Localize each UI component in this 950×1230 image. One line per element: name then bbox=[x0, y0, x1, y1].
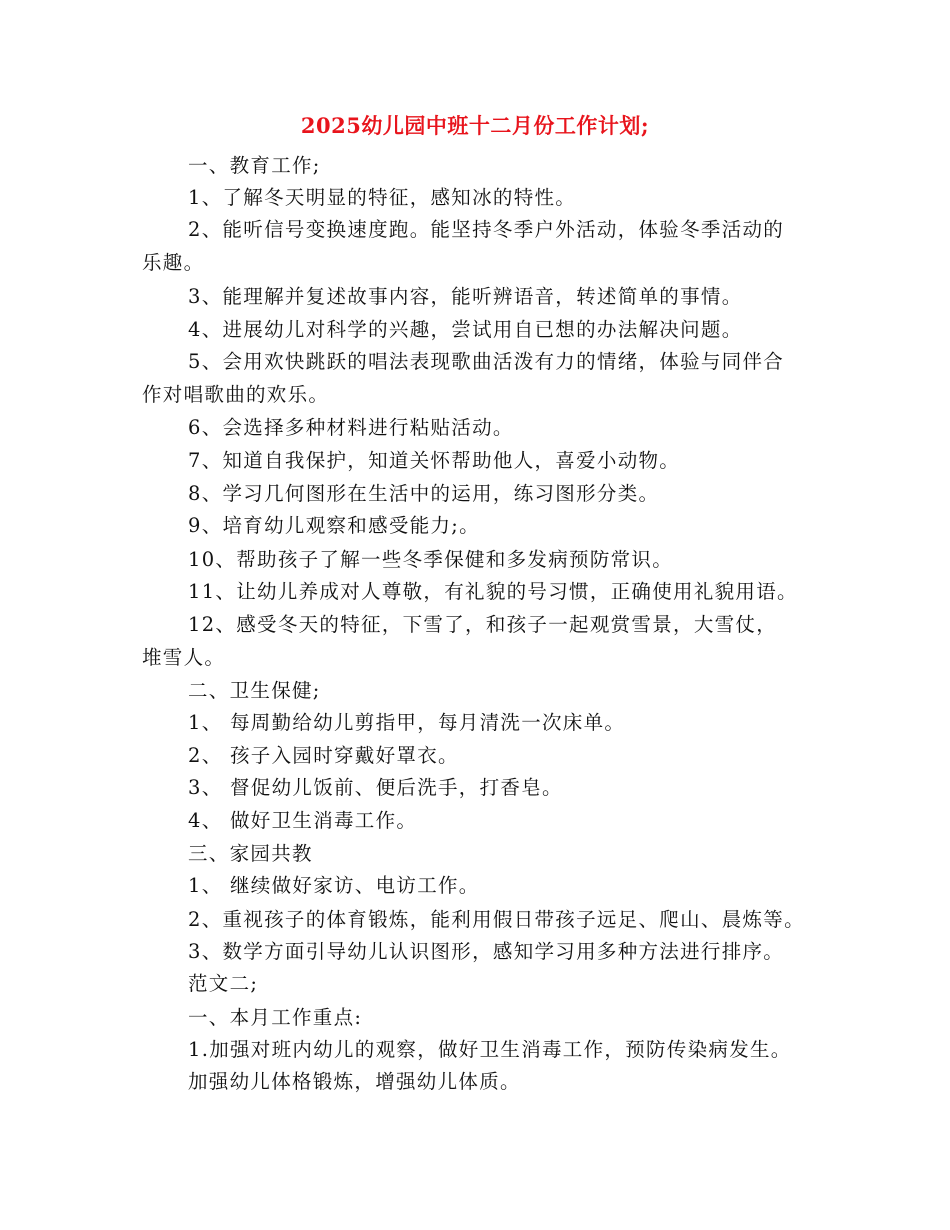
paragraph-line: 堆雪人。 bbox=[142, 646, 226, 669]
paragraph-line: 12、感受冬天的特征，下雪了，和孩子一起观赏雪景，大雪仗， bbox=[188, 613, 778, 636]
paragraph-line: 5、会用欢快跳跃的唱法表现歌曲活泼有力的情绪，体验与同伴合 bbox=[188, 350, 785, 373]
paragraph-line: 2、 孩子入园时穿戴好罩衣。 bbox=[188, 744, 459, 767]
paragraph-line: 11、让幼儿养成对人尊敬，有礼貌的号习惯，正确使用礼貌用语。 bbox=[188, 580, 798, 603]
paragraph-line: 1、了解冬天明显的特征，感知冰的特性。 bbox=[188, 186, 577, 209]
paragraph-line: 1、 每周勤给幼儿剪指甲，每月清洗一次床单。 bbox=[188, 711, 626, 734]
paragraph-line: 3、 督促幼儿饭前、便后洗手，打香皂。 bbox=[188, 776, 563, 799]
paragraph-line: 1、 继续做好家访、电访工作。 bbox=[188, 874, 480, 897]
paragraph-line: 作对唱歌曲的欢乐。 bbox=[142, 383, 330, 406]
paragraph-line: 加强幼儿体格锻炼，增强幼儿体质。 bbox=[188, 1070, 521, 1093]
paragraph-line: 8、学习几何图形在生活中的运用，练习图形分类。 bbox=[188, 482, 660, 505]
paragraph-line: 10、帮助孩子了解一些冬季保健和多发病预防常识。 bbox=[188, 548, 674, 571]
section-heading-focus: 一、本月工作重点: bbox=[188, 1006, 363, 1029]
paragraph-line: 4、 做好卫生消毒工作。 bbox=[188, 809, 418, 832]
paragraph-line: 3、能理解并复述故事内容，能听辨语音，转述简单的事情。 bbox=[188, 285, 743, 308]
paragraph-line: 7、知道自我保护，知道关怀帮助他人，喜爱小动物。 bbox=[188, 449, 681, 472]
paragraph-line: 乐趣。 bbox=[142, 251, 205, 274]
document-title: 2025幼儿园中班十二月份工作计划; bbox=[300, 113, 650, 138]
section-heading-health: 二、卫生保健; bbox=[188, 679, 321, 702]
paragraph-line: 2、重视孩子的体育锻炼，能利用假日带孩子远足、爬山、晨炼等。 bbox=[188, 908, 805, 931]
section-heading-home-school: 三、家园共教 bbox=[188, 842, 313, 865]
section-heading-sample-two: 范文二; bbox=[188, 972, 259, 995]
paragraph-line: 3、数学方面引导幼儿认识图形，感知学习用多种方法进行排序。 bbox=[188, 940, 785, 963]
paragraph-line: 6、会选择多种材料进行粘贴活动。 bbox=[188, 416, 514, 439]
paragraph-line: 1.加强对班内幼儿的观察，做好卫生消毒工作，预防传染病发生。 bbox=[188, 1038, 792, 1061]
paragraph-line: 9、培育幼儿观察和感受能力;。 bbox=[188, 514, 480, 537]
paragraph-line: 2、能听信号变换速度跑。能坚持冬季户外活动，体验冬季活动的 bbox=[188, 218, 785, 241]
section-heading-education: 一、教育工作; bbox=[188, 154, 321, 177]
paragraph-line: 4、进展幼儿对科学的兴趣，尝试用自已想的办法解决问题。 bbox=[188, 318, 743, 341]
